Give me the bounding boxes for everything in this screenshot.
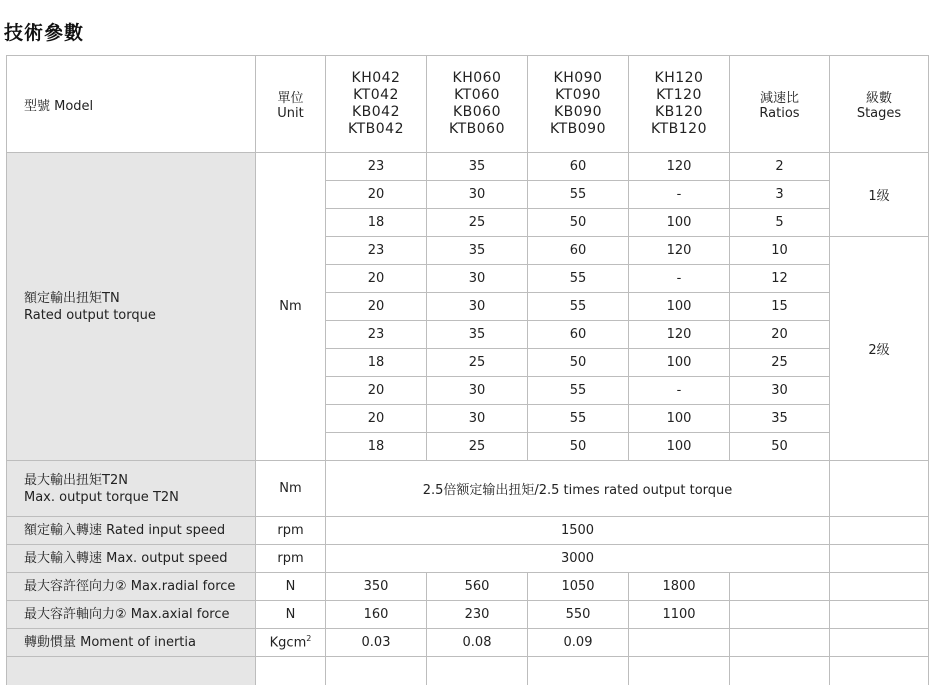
- torque-value: 55: [528, 405, 629, 433]
- model-col-120: [629, 56, 730, 153]
- max-torque-label-zh: 最大輸出扭矩T2N: [24, 472, 128, 488]
- axial-force-label: 最大容許軸向力② Max.axial force: [7, 601, 256, 629]
- torque-value: 100: [629, 349, 730, 377]
- unit-header-zh: 單位: [277, 91, 304, 106]
- ratios-header-zh: 減速比: [759, 91, 799, 106]
- ratio-value: 50: [730, 433, 830, 461]
- rated-input-speed-value: 1500: [326, 517, 830, 545]
- axial-force-stage-cell: [830, 601, 929, 629]
- max-torque-label: [7, 461, 256, 517]
- torque-value: 20: [326, 377, 427, 405]
- torque-value: 18: [326, 349, 427, 377]
- torque-value: 30: [427, 405, 528, 433]
- torque-value: 30: [427, 293, 528, 321]
- torque-value: 100: [629, 433, 730, 461]
- ratio-value: 35: [730, 405, 830, 433]
- radial-force-row: [7, 573, 929, 601]
- torque-value: 18: [326, 209, 427, 237]
- max-output-speed-value: 3000: [326, 545, 830, 573]
- model-header: 型號 Model: [7, 56, 256, 153]
- ratio-value: 30: [730, 377, 830, 405]
- cut-off-row: [7, 657, 929, 685]
- torque-value: 30: [427, 265, 528, 293]
- ratio-value: 2: [730, 153, 830, 181]
- rated-torque-row: [7, 153, 929, 181]
- radial-force-value: 350: [326, 573, 427, 601]
- cut-off-cell: [830, 657, 929, 685]
- rated-torque-label: [7, 153, 256, 461]
- rated-input-speed-stage-cell: [830, 517, 929, 545]
- torque-value: 30: [427, 377, 528, 405]
- inertia-value: 0.03: [326, 629, 427, 657]
- inertia-unit-sup: 2: [306, 634, 312, 644]
- inertia-row: [7, 629, 929, 657]
- torque-value: 55: [528, 265, 629, 293]
- torque-value: 100: [629, 405, 730, 433]
- model-name: KB120: [654, 104, 703, 120]
- model-col-090: [528, 56, 629, 153]
- model-name: KTB060: [449, 121, 505, 137]
- inertia-label: 轉動慣量 Moment of inertia: [7, 629, 256, 657]
- torque-value: -: [629, 181, 730, 209]
- torque-value: -: [629, 265, 730, 293]
- stage-1-cell: 1级: [830, 153, 929, 237]
- max-output-speed-unit: rpm: [256, 545, 326, 573]
- inertia-unit-text: Kgcm: [269, 635, 307, 651]
- torque-value: 60: [528, 153, 629, 181]
- header-row: [7, 56, 929, 153]
- model-name: KH090: [553, 70, 603, 86]
- unit-header: [256, 56, 326, 153]
- torque-value: 25: [427, 349, 528, 377]
- spec-table: [6, 55, 929, 685]
- inertia-value: 0.09: [528, 629, 629, 657]
- stages-header-zh: 級數: [865, 91, 892, 106]
- model-name: KB060: [452, 104, 501, 120]
- cut-off-label: [7, 657, 256, 685]
- torque-value: 60: [528, 237, 629, 265]
- torque-value: 50: [528, 349, 629, 377]
- model-name: KTB042: [348, 121, 404, 137]
- axial-force-ratio-cell: [730, 601, 830, 629]
- torque-value: 35: [427, 237, 528, 265]
- model-name: KT090: [555, 87, 601, 103]
- model-name: KB090: [553, 104, 602, 120]
- axial-force-value: 550: [528, 601, 629, 629]
- radial-force-stage-cell: [830, 573, 929, 601]
- rated-input-speed-label: 額定輸入轉速 Rated input speed: [7, 517, 256, 545]
- torque-value: 20: [326, 265, 427, 293]
- axial-force-row: [7, 601, 929, 629]
- cut-off-cell: [326, 657, 427, 685]
- torque-value: 23: [326, 237, 427, 265]
- torque-value: 55: [528, 293, 629, 321]
- model-name: KH060: [452, 70, 502, 86]
- inertia-stage-cell: [830, 629, 929, 657]
- max-output-speed-row: [7, 545, 929, 573]
- axial-force-unit: N: [256, 601, 326, 629]
- max-torque-row: [7, 461, 929, 517]
- torque-value: 55: [528, 377, 629, 405]
- cut-off-cell: [256, 657, 326, 685]
- axial-force-value: 230: [427, 601, 528, 629]
- max-torque-unit: Nm: [256, 461, 326, 517]
- torque-value: 120: [629, 237, 730, 265]
- ratio-value: 5: [730, 209, 830, 237]
- inertia-value: [629, 629, 730, 657]
- model-name: KT120: [656, 87, 702, 103]
- cut-off-cell: [730, 657, 830, 685]
- page-title: 技術參數: [4, 22, 85, 44]
- unit-header-en: Unit: [277, 106, 304, 121]
- inertia-unit: [256, 629, 326, 657]
- model-col-042: [326, 56, 427, 153]
- rated-input-speed-unit: rpm: [256, 517, 326, 545]
- torque-value: 120: [629, 153, 730, 181]
- stages-header: [830, 56, 929, 153]
- model-name: KTB120: [651, 121, 707, 137]
- torque-value: 50: [528, 209, 629, 237]
- model-name: KH120: [654, 70, 704, 86]
- model-name: KTB090: [550, 121, 606, 137]
- ratio-value: 20: [730, 321, 830, 349]
- model-name: KT060: [454, 87, 500, 103]
- torque-value: 20: [326, 181, 427, 209]
- torque-value: 20: [326, 293, 427, 321]
- model-name: KH042: [351, 70, 401, 86]
- torque-value: 25: [427, 433, 528, 461]
- torque-value: 30: [427, 181, 528, 209]
- inertia-ratio-cell: [730, 629, 830, 657]
- ratios-header-en: Ratios: [759, 106, 800, 121]
- model-col-060: [427, 56, 528, 153]
- ratios-header: [730, 56, 830, 153]
- cut-off-cell: [528, 657, 629, 685]
- cut-off-cell: [427, 657, 528, 685]
- torque-value: -: [629, 377, 730, 405]
- ratio-value: 15: [730, 293, 830, 321]
- torque-value: 100: [629, 293, 730, 321]
- cut-off-cell: [629, 657, 730, 685]
- radial-force-value: 1800: [629, 573, 730, 601]
- axial-force-value: 160: [326, 601, 427, 629]
- torque-value: 20: [326, 405, 427, 433]
- torque-value: 23: [326, 153, 427, 181]
- torque-value: 60: [528, 321, 629, 349]
- torque-value: 120: [629, 321, 730, 349]
- torque-value: 100: [629, 209, 730, 237]
- ratio-value: 12: [730, 265, 830, 293]
- max-output-speed-label: 最大輸入轉速 Max. output speed: [7, 545, 256, 573]
- radial-force-value: 1050: [528, 573, 629, 601]
- torque-value: 25: [427, 209, 528, 237]
- rated-input-speed-row: [7, 517, 929, 545]
- max-output-speed-stage-cell: [830, 545, 929, 573]
- radial-force-ratio-cell: [730, 573, 830, 601]
- model-name: KB042: [351, 104, 400, 120]
- max-torque-label-en: Max. output torque T2N: [24, 489, 179, 505]
- rated-torque-label-en: Rated output torque: [24, 307, 156, 323]
- radial-force-value: 560: [427, 573, 528, 601]
- axial-force-value: 1100: [629, 601, 730, 629]
- torque-value: 35: [427, 153, 528, 181]
- inertia-value: 0.08: [427, 629, 528, 657]
- radial-force-label: 最大容許徑向力② Max.radial force: [7, 573, 256, 601]
- stage-2-cell: 2级: [830, 237, 929, 461]
- torque-value: 55: [528, 181, 629, 209]
- torque-value: 35: [427, 321, 528, 349]
- torque-value: 50: [528, 433, 629, 461]
- stages-header-en: Stages: [856, 106, 902, 121]
- max-torque-value: 2.5倍额定输出扭矩/2.5 times rated output torque: [326, 461, 830, 517]
- torque-value: 23: [326, 321, 427, 349]
- rated-torque-label-zh: 額定輸出扭矩TN: [24, 290, 120, 306]
- rated-torque-unit: Nm: [256, 153, 326, 461]
- max-torque-stage-cell: [830, 461, 929, 517]
- radial-force-unit: N: [256, 573, 326, 601]
- torque-value: 18: [326, 433, 427, 461]
- model-name: KT042: [353, 87, 399, 103]
- ratio-value: 25: [730, 349, 830, 377]
- ratio-value: 10: [730, 237, 830, 265]
- ratio-value: 3: [730, 181, 830, 209]
